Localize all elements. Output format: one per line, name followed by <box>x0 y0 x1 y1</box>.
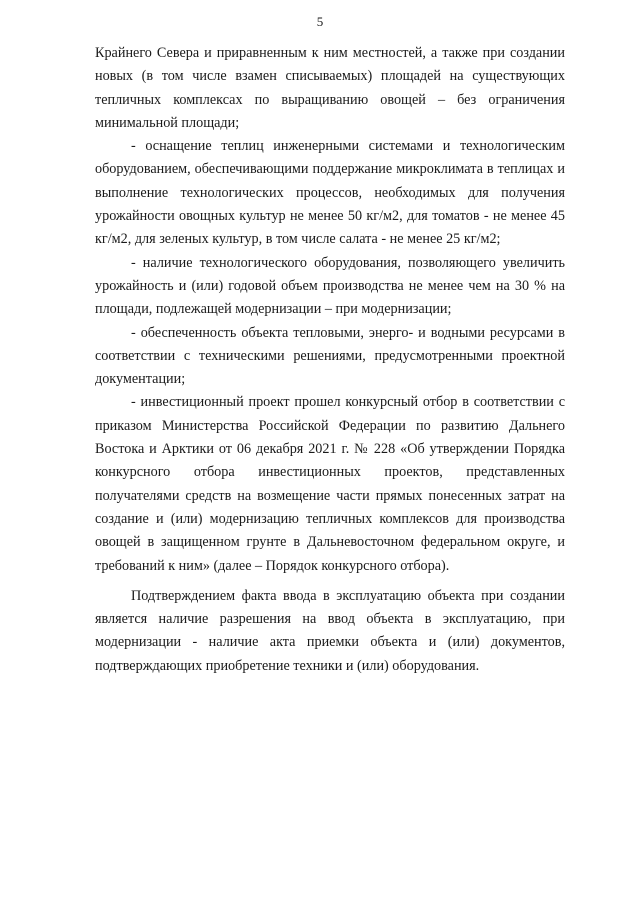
paragraph-resources: - обеспеченность объекта тепловыми, энерго- и водными ресурсами в соответствии с техническими решениями, предусмотренными проектной документации; <box>95 324 565 388</box>
document-body <box>95 42 565 678</box>
paragraph-commissioning-confirmation: Подтверждением факта ввода в эксплуатацию объекта при создании является наличие разрешения на ввод объекта в эксплуатацию, при модернизации - наличие акта приемки объекта и (или) документов, подтверждающих приобретение техники и (или) оборудования. <box>95 587 565 674</box>
paragraph-technological-equipment: - наличие технологического оборудования, позволяющего увеличить урожайность и (или) годовой объем производства не менее чем на 30 % на площади, подлежащей модернизации – при модернизации; <box>95 254 565 318</box>
page-number: 5 <box>316 14 324 29</box>
paragraph-continuation: Крайнего Севера и приравненным к ним местностей, а также при создании новых (в том числе взамен списываемых) площадей на существующих тепличных комплексах по выращиванию овощей – без ограничения минимальной площади; <box>95 45 565 131</box>
paragraph-greenhouse-equipment: - оснащение теплиц инженерными системами и технологическим оборудованием, обеспечивающими поддержание микроклимата в теплицах и выполнение технологических процессов, необходимых для получения урожайности овощных культур не менее 50 кг/м2, для томатов - не менее 45 кг/м2, для зеленых культур, в том числе салата - не менее 25 кг/м2; <box>95 138 565 248</box>
paragraph-investment-project: - инвестиционный проект прошел конкурсный отбор в соответствии с приказом Министерства Российской Федерации по развитию Дальнего Востока и Арктики от 06 декабря 2021 г. № 228 «Об утверждении Порядка конкурсного отбора инвестиционных проектов, представленных получателями средств на возмещение части прямых понесенных затрат на создание и (или) модернизацию тепличных комплексов для производства овощей в защищенном грунте в Дальневосточном федеральном округе, и требований к ним» (далее – Порядок конкурсного отбора). <box>95 394 565 574</box>
